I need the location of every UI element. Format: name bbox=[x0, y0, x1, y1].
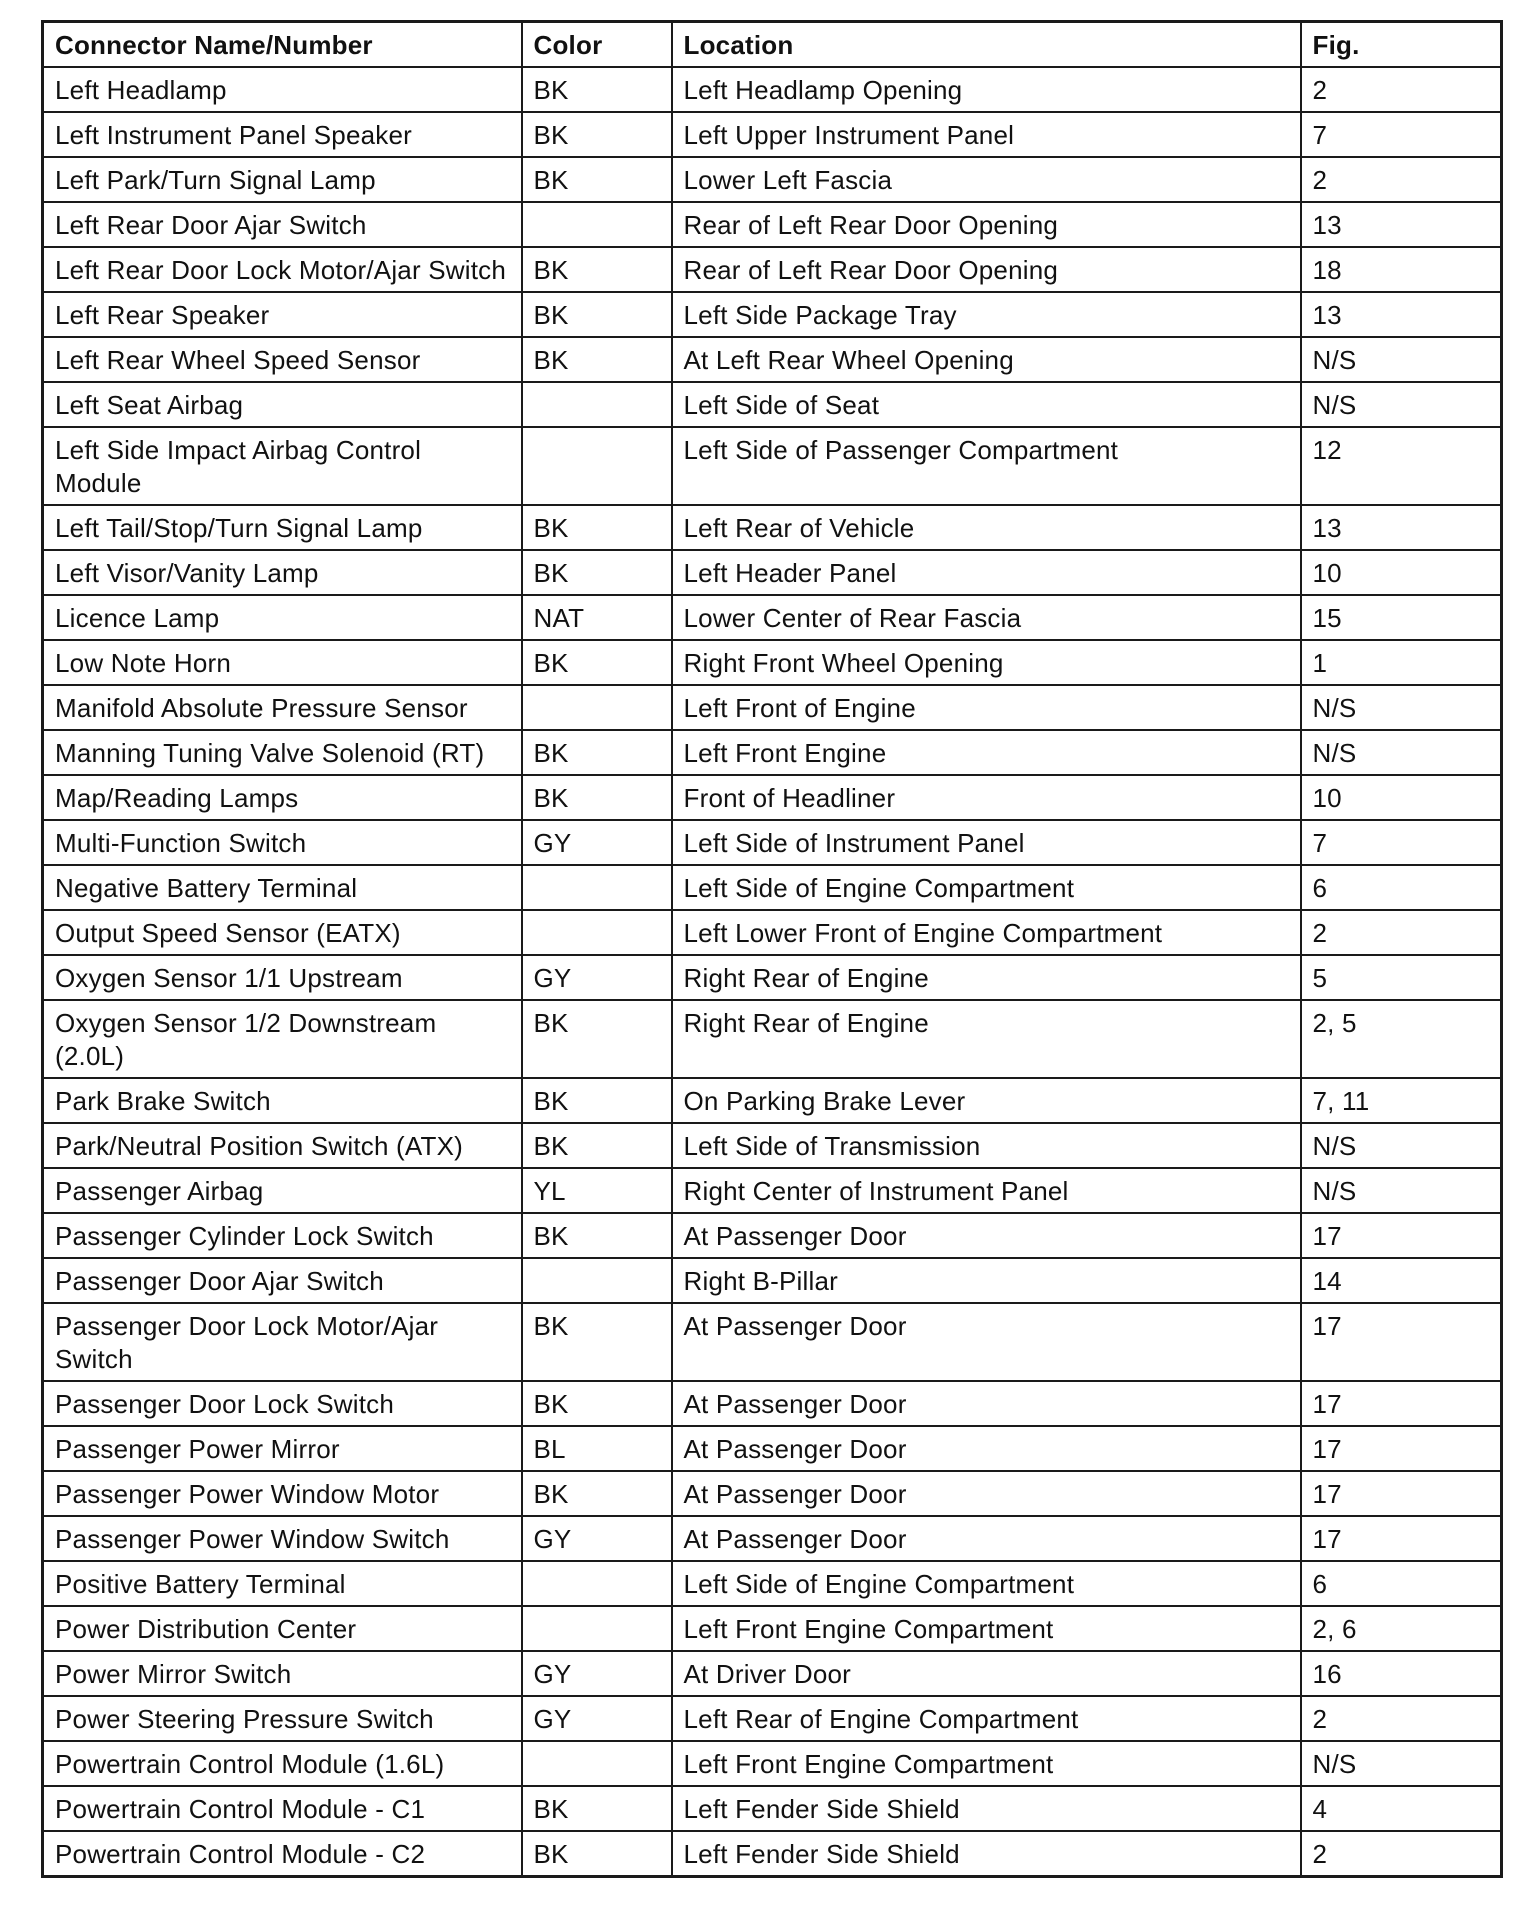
cell-fig: 17 bbox=[1301, 1213, 1502, 1258]
cell-fig: 18 bbox=[1301, 247, 1502, 292]
cell-color: GY bbox=[522, 1516, 672, 1561]
table-row bbox=[43, 67, 1502, 112]
cell-location: Left Side Package Tray bbox=[672, 292, 1301, 337]
cell-location: At Driver Door bbox=[672, 1651, 1301, 1696]
table-row bbox=[43, 247, 1502, 292]
cell-connector-name: Negative Battery Terminal bbox=[43, 865, 522, 910]
cell-fig: N/S bbox=[1301, 337, 1502, 382]
cell-location: At Passenger Door bbox=[672, 1471, 1301, 1516]
cell-color: NAT bbox=[522, 595, 672, 640]
cell-color: GY bbox=[522, 820, 672, 865]
cell-fig: 13 bbox=[1301, 292, 1502, 337]
cell-connector-name: Left Park/Turn Signal Lamp bbox=[43, 157, 522, 202]
cell-connector-name: Passenger Door Lock Motor/Ajar Switch bbox=[43, 1303, 522, 1381]
table-row bbox=[43, 1258, 1502, 1303]
cell-connector-name: Passenger Power Window Motor bbox=[43, 1471, 522, 1516]
header-location: Location bbox=[672, 22, 1301, 68]
cell-fig: 7 bbox=[1301, 112, 1502, 157]
cell-connector-name: Left Seat Airbag bbox=[43, 382, 522, 427]
cell-connector-name: Power Mirror Switch bbox=[43, 1651, 522, 1696]
table-row bbox=[43, 1000, 1502, 1078]
cell-color bbox=[522, 1741, 672, 1786]
cell-location: Left Front Engine Compartment bbox=[672, 1741, 1301, 1786]
cell-color: GY bbox=[522, 1696, 672, 1741]
table-row bbox=[43, 1471, 1502, 1516]
cell-location: Left Rear of Engine Compartment bbox=[672, 1696, 1301, 1741]
cell-fig: 2 bbox=[1301, 157, 1502, 202]
cell-connector-name: Low Note Horn bbox=[43, 640, 522, 685]
cell-fig: 2 bbox=[1301, 67, 1502, 112]
cell-location: At Passenger Door bbox=[672, 1381, 1301, 1426]
cell-location: Rear of Left Rear Door Opening bbox=[672, 247, 1301, 292]
cell-location: Left Header Panel bbox=[672, 550, 1301, 595]
cell-location: Rear of Left Rear Door Opening bbox=[672, 202, 1301, 247]
table-row bbox=[43, 550, 1502, 595]
cell-connector-name: Output Speed Sensor (EATX) bbox=[43, 910, 522, 955]
cell-fig: N/S bbox=[1301, 1741, 1502, 1786]
table-row bbox=[43, 820, 1502, 865]
table-row bbox=[43, 775, 1502, 820]
cell-location: Right B-Pillar bbox=[672, 1258, 1301, 1303]
cell-connector-name: Manifold Absolute Pressure Sensor bbox=[43, 685, 522, 730]
cell-fig: 13 bbox=[1301, 202, 1502, 247]
cell-location: Left Lower Front of Engine Compartment bbox=[672, 910, 1301, 955]
cell-connector-name: Powertrain Control Module - C2 bbox=[43, 1831, 522, 1877]
table-row bbox=[43, 1303, 1502, 1381]
cell-fig: 16 bbox=[1301, 1651, 1502, 1696]
cell-color: BK bbox=[522, 1471, 672, 1516]
cell-color bbox=[522, 1561, 672, 1606]
cell-fig: N/S bbox=[1301, 685, 1502, 730]
cell-color: BK bbox=[522, 1213, 672, 1258]
cell-location: Left Front Engine bbox=[672, 730, 1301, 775]
cell-connector-name: Park/Neutral Position Switch (ATX) bbox=[43, 1123, 522, 1168]
cell-connector-name: Left Side Impact Airbag Control Module bbox=[43, 427, 522, 505]
cell-color: YL bbox=[522, 1168, 672, 1213]
cell-connector-name: Power Distribution Center bbox=[43, 1606, 522, 1651]
cell-color: BK bbox=[522, 640, 672, 685]
cell-color: BK bbox=[522, 67, 672, 112]
table-row bbox=[43, 1123, 1502, 1168]
table-row bbox=[43, 1213, 1502, 1258]
cell-color: BK bbox=[522, 112, 672, 157]
cell-location: Left Side of Passenger Compartment bbox=[672, 427, 1301, 505]
cell-connector-name: Oxygen Sensor 1/2 Downstream (2.0L) bbox=[43, 1000, 522, 1078]
cell-location: At Passenger Door bbox=[672, 1303, 1301, 1381]
cell-color: BK bbox=[522, 1303, 672, 1381]
cell-connector-name: Park Brake Switch bbox=[43, 1078, 522, 1123]
cell-color bbox=[522, 910, 672, 955]
cell-location: On Parking Brake Lever bbox=[672, 1078, 1301, 1123]
cell-fig: 7, 11 bbox=[1301, 1078, 1502, 1123]
cell-color bbox=[522, 685, 672, 730]
cell-color bbox=[522, 1606, 672, 1651]
table-row bbox=[43, 1516, 1502, 1561]
cell-fig: 2 bbox=[1301, 1831, 1502, 1877]
cell-fig: 4 bbox=[1301, 1786, 1502, 1831]
cell-location: Right Rear of Engine bbox=[672, 1000, 1301, 1078]
cell-location: At Left Rear Wheel Opening bbox=[672, 337, 1301, 382]
cell-location: Left Fender Side Shield bbox=[672, 1786, 1301, 1831]
table-row bbox=[43, 730, 1502, 775]
table-row bbox=[43, 1651, 1502, 1696]
table-row bbox=[43, 202, 1502, 247]
cell-fig: 17 bbox=[1301, 1381, 1502, 1426]
cell-color: BK bbox=[522, 550, 672, 595]
table-row bbox=[43, 1561, 1502, 1606]
cell-connector-name: Passenger Power Mirror bbox=[43, 1426, 522, 1471]
cell-connector-name: Left Instrument Panel Speaker bbox=[43, 112, 522, 157]
table-row bbox=[43, 427, 1502, 505]
cell-location: Right Center of Instrument Panel bbox=[672, 1168, 1301, 1213]
cell-fig: 17 bbox=[1301, 1471, 1502, 1516]
cell-color: BK bbox=[522, 1786, 672, 1831]
table-body bbox=[43, 67, 1502, 1877]
table-row bbox=[43, 1696, 1502, 1741]
cell-location: Right Rear of Engine bbox=[672, 955, 1301, 1000]
table-row bbox=[43, 157, 1502, 202]
cell-connector-name: Passenger Cylinder Lock Switch bbox=[43, 1213, 522, 1258]
cell-connector-name: Left Rear Wheel Speed Sensor bbox=[43, 337, 522, 382]
cell-fig: 6 bbox=[1301, 865, 1502, 910]
table-row bbox=[43, 337, 1502, 382]
cell-location: Left Upper Instrument Panel bbox=[672, 112, 1301, 157]
cell-fig: 6 bbox=[1301, 1561, 1502, 1606]
table-header-row bbox=[43, 22, 1502, 68]
cell-color: BK bbox=[522, 775, 672, 820]
cell-fig: 17 bbox=[1301, 1303, 1502, 1381]
header-fig: Fig. bbox=[1301, 22, 1502, 68]
cell-location: At Passenger Door bbox=[672, 1426, 1301, 1471]
cell-fig: 2, 6 bbox=[1301, 1606, 1502, 1651]
cell-connector-name: Map/Reading Lamps bbox=[43, 775, 522, 820]
cell-location: At Passenger Door bbox=[672, 1516, 1301, 1561]
cell-fig: 14 bbox=[1301, 1258, 1502, 1303]
table-row bbox=[43, 640, 1502, 685]
cell-connector-name: Passenger Power Window Switch bbox=[43, 1516, 522, 1561]
cell-connector-name: Manning Tuning Valve Solenoid (RT) bbox=[43, 730, 522, 775]
cell-location: Left Fender Side Shield bbox=[672, 1831, 1301, 1877]
cell-connector-name: Left Rear Speaker bbox=[43, 292, 522, 337]
cell-color bbox=[522, 427, 672, 505]
cell-color: GY bbox=[522, 955, 672, 1000]
cell-color: BK bbox=[522, 337, 672, 382]
cell-connector-name: Passenger Door Ajar Switch bbox=[43, 1258, 522, 1303]
cell-fig: 10 bbox=[1301, 550, 1502, 595]
cell-connector-name: Left Rear Door Lock Motor/Ajar Switch bbox=[43, 247, 522, 292]
table-row bbox=[43, 112, 1502, 157]
cell-connector-name: Passenger Airbag bbox=[43, 1168, 522, 1213]
cell-color: BK bbox=[522, 1381, 672, 1426]
cell-color: BK bbox=[522, 1078, 672, 1123]
table-row bbox=[43, 955, 1502, 1000]
table-row bbox=[43, 910, 1502, 955]
cell-connector-name: Oxygen Sensor 1/1 Upstream bbox=[43, 955, 522, 1000]
cell-connector-name: Multi-Function Switch bbox=[43, 820, 522, 865]
cell-location: Left Rear of Vehicle bbox=[672, 505, 1301, 550]
table-row bbox=[43, 1426, 1502, 1471]
cell-color: BK bbox=[522, 1000, 672, 1078]
cell-location: Left Side of Seat bbox=[672, 382, 1301, 427]
cell-fig: N/S bbox=[1301, 1168, 1502, 1213]
cell-fig: N/S bbox=[1301, 1123, 1502, 1168]
cell-location: Lower Center of Rear Fascia bbox=[672, 595, 1301, 640]
cell-location: Right Front Wheel Opening bbox=[672, 640, 1301, 685]
cell-fig: 2 bbox=[1301, 1696, 1502, 1741]
cell-color: BL bbox=[522, 1426, 672, 1471]
cell-fig: 1 bbox=[1301, 640, 1502, 685]
cell-connector-name: Powertrain Control Module - C1 bbox=[43, 1786, 522, 1831]
cell-connector-name: Left Rear Door Ajar Switch bbox=[43, 202, 522, 247]
table-row bbox=[43, 685, 1502, 730]
cell-fig: 12 bbox=[1301, 427, 1502, 505]
table-row bbox=[43, 1606, 1502, 1651]
cell-fig: 2, 5 bbox=[1301, 1000, 1502, 1078]
cell-color bbox=[522, 202, 672, 247]
cell-color: BK bbox=[522, 1831, 672, 1877]
cell-location: At Passenger Door bbox=[672, 1213, 1301, 1258]
cell-location: Front of Headliner bbox=[672, 775, 1301, 820]
table-row bbox=[43, 1831, 1502, 1877]
header-color: Color bbox=[522, 22, 672, 68]
cell-connector-name: Licence Lamp bbox=[43, 595, 522, 640]
cell-color: BK bbox=[522, 505, 672, 550]
cell-color: GY bbox=[522, 1651, 672, 1696]
cell-location: Left Front of Engine bbox=[672, 685, 1301, 730]
cell-fig: 2 bbox=[1301, 910, 1502, 955]
cell-color bbox=[522, 382, 672, 427]
cell-location: Lower Left Fascia bbox=[672, 157, 1301, 202]
table-row bbox=[43, 1078, 1502, 1123]
cell-location: Left Side of Transmission bbox=[672, 1123, 1301, 1168]
cell-fig: 17 bbox=[1301, 1516, 1502, 1561]
cell-fig: 15 bbox=[1301, 595, 1502, 640]
cell-connector-name: Left Visor/Vanity Lamp bbox=[43, 550, 522, 595]
cell-color: BK bbox=[522, 157, 672, 202]
cell-fig: 5 bbox=[1301, 955, 1502, 1000]
table-row bbox=[43, 1381, 1502, 1426]
cell-fig: 7 bbox=[1301, 820, 1502, 865]
cell-connector-name: Passenger Door Lock Switch bbox=[43, 1381, 522, 1426]
cell-location: Left Side of Engine Compartment bbox=[672, 1561, 1301, 1606]
cell-fig: 10 bbox=[1301, 775, 1502, 820]
connector-table bbox=[41, 20, 1503, 1878]
cell-color: BK bbox=[522, 730, 672, 775]
cell-connector-name: Left Tail/Stop/Turn Signal Lamp bbox=[43, 505, 522, 550]
cell-color: BK bbox=[522, 1123, 672, 1168]
table-row bbox=[43, 595, 1502, 640]
table-row bbox=[43, 382, 1502, 427]
cell-location: Left Side of Engine Compartment bbox=[672, 865, 1301, 910]
table-row bbox=[43, 292, 1502, 337]
cell-fig: N/S bbox=[1301, 382, 1502, 427]
cell-fig: 17 bbox=[1301, 1426, 1502, 1471]
cell-location: Left Side of Instrument Panel bbox=[672, 820, 1301, 865]
header-connector-name: Connector Name/Number bbox=[43, 22, 522, 68]
cell-fig: N/S bbox=[1301, 730, 1502, 775]
cell-location: Left Front Engine Compartment bbox=[672, 1606, 1301, 1651]
cell-connector-name: Power Steering Pressure Switch bbox=[43, 1696, 522, 1741]
table-row bbox=[43, 505, 1502, 550]
cell-color bbox=[522, 865, 672, 910]
table-row bbox=[43, 1741, 1502, 1786]
cell-connector-name: Left Headlamp bbox=[43, 67, 522, 112]
cell-color: BK bbox=[522, 247, 672, 292]
table-row bbox=[43, 1786, 1502, 1831]
cell-fig: 13 bbox=[1301, 505, 1502, 550]
table-row bbox=[43, 865, 1502, 910]
cell-color bbox=[522, 1258, 672, 1303]
cell-connector-name: Positive Battery Terminal bbox=[43, 1561, 522, 1606]
cell-color: BK bbox=[522, 292, 672, 337]
cell-connector-name: Powertrain Control Module (1.6L) bbox=[43, 1741, 522, 1786]
table-row bbox=[43, 1168, 1502, 1213]
cell-location: Left Headlamp Opening bbox=[672, 67, 1301, 112]
